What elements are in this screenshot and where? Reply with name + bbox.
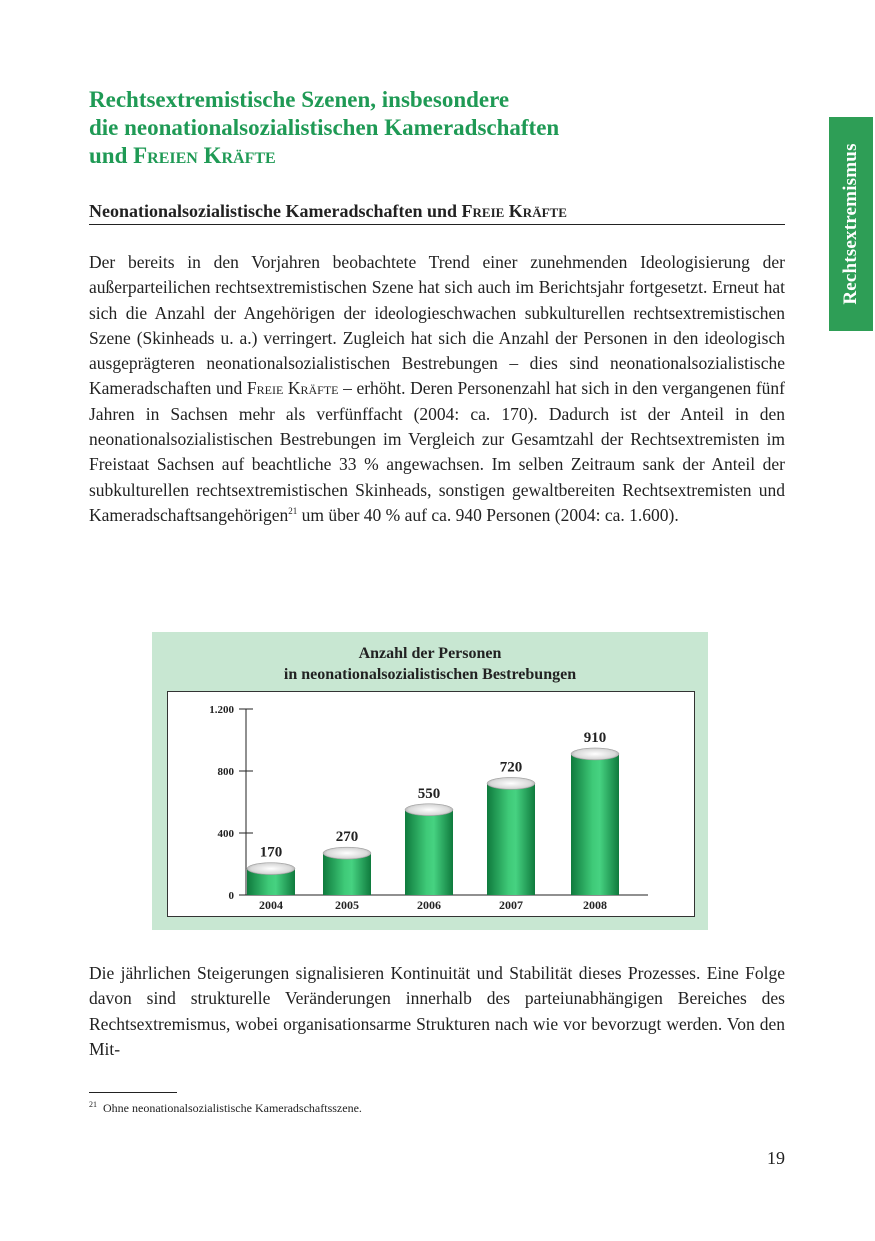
subheading-smallcaps: Freie Kräfte (461, 201, 567, 221)
bar-cap (405, 804, 453, 816)
x-tick-label: 2006 (417, 898, 441, 912)
chart-plot-area (167, 691, 695, 917)
x-tick-label: 2008 (583, 898, 607, 912)
body-paragraph-2: Die jährlichen Steigerungen signalisieren Kontinuität und Stabilität dieses Prozesses. Eine Folge davon sind strukturelle Veränderungen innerhalb des parteiunabhängigen Bereiches des Rechtsextremismus, wobei organisationsarme Strukturen nach wie vor bevorzugt werden. Von den Mit- (89, 963, 785, 1059)
subheading-prefix: Neonationalsozialistische Kameradschaften und (89, 201, 462, 221)
x-tick-label: 2004 (259, 898, 283, 912)
bar (571, 754, 619, 895)
bar-cap (247, 863, 295, 875)
footnote (89, 1100, 362, 1116)
title-line-3-smallcaps: Freien Kräfte (133, 143, 276, 168)
section-side-tab (829, 117, 873, 331)
paragraph1-smallcaps: Freie Kräfte (246, 378, 339, 399)
bar-value-label: 270 (335, 829, 359, 846)
body-paragraph-1 (89, 250, 785, 528)
section-subheading (89, 200, 785, 225)
bar-cap (571, 748, 619, 760)
chart-container (152, 632, 708, 930)
bar-cap (487, 777, 535, 789)
footnote-divider (89, 1092, 177, 1093)
y-tick-label: 1.200 (209, 704, 234, 716)
chart-title (152, 643, 708, 685)
chart-title-line-1: Anzahl der Personen (358, 645, 502, 662)
footnote-text: Ohne neonationalsozialistische Kameradschaftsszene. (103, 1101, 362, 1115)
title-line-2: die neonationalsozialistischen Kameradschaften (89, 115, 560, 140)
x-tick-label: 2007 (499, 898, 523, 912)
y-tick-label: 0 (228, 890, 234, 902)
bar-value-label: 910 (583, 729, 607, 746)
footnote-reference[interactable]: 21 (288, 506, 298, 517)
y-tick-label: 800 (217, 766, 234, 778)
paragraph1-part1: Der bereits in den Vorjahren beobachtete Trend einer zunehmenden Ideologisierung der außerparteilichen rechtsextremistischen Szene hat sich auch im Berichtsjahr fortgesetzt. Erneut hat sich die Anzahl der Angehörigen der ideologieschwachen subkulturellen rechtsextremistischen Szene (Skinheads u. a.) verringert. Zugleich hat sich die Anzahl der Personen in den ideologisch ausgeprägteren neonationalsozialistischen Bestrebungen – dies sind neonationalsozialistische Kameradschaften und (89, 252, 785, 399)
bar-value-label: 720 (499, 759, 523, 776)
paragraph1-part3: um über 40 % auf ca. 940 Personen (2004: ca. 1.600). (297, 504, 679, 525)
title-line-1: Rechtsextremistische Szenen, insbesondere (89, 87, 510, 112)
title-line-3 (89, 142, 789, 170)
bar-chart (168, 692, 694, 916)
footnote-number: 21 (89, 1100, 97, 1109)
y-tick-label: 400 (217, 828, 234, 840)
bar-cap (323, 847, 371, 859)
chart-title-line-2: in neonationalsozialistischen Bestrebungen (283, 666, 577, 683)
section-side-tab-label: Rechtsextremismus (840, 143, 861, 305)
bar (405, 810, 453, 895)
bar-value-label: 170 (259, 844, 283, 861)
x-tick-label: 2005 (335, 898, 359, 912)
bar-value-label: 550 (417, 785, 441, 802)
page-number: 19 (767, 1148, 785, 1168)
page-title (89, 86, 789, 170)
paragraph1-part2: – erhöht. Deren Personenzahl hat sich in den vergangenen fünf Jahren in Sachsen mehr als verfünffacht (2004: ca. 170). Dadurch ist der Anteil in den neonationalsozialistischen Bestrebungen im Vergleich zur Gesamtzahl der Rechtsextremisten im Freistaat Sachsen auf beachtliche 33 % angewachsen. Im selben Zeitraum sank der Anteil der subkulturellen rechtsextremistischen Skinheads, sonstigen gewaltbereiten Rechtsextremisten und Kameradschaftsangehörigen (89, 378, 785, 525)
bar (487, 783, 535, 895)
bar (323, 853, 371, 895)
title-line-3-prefix: und (89, 143, 134, 168)
